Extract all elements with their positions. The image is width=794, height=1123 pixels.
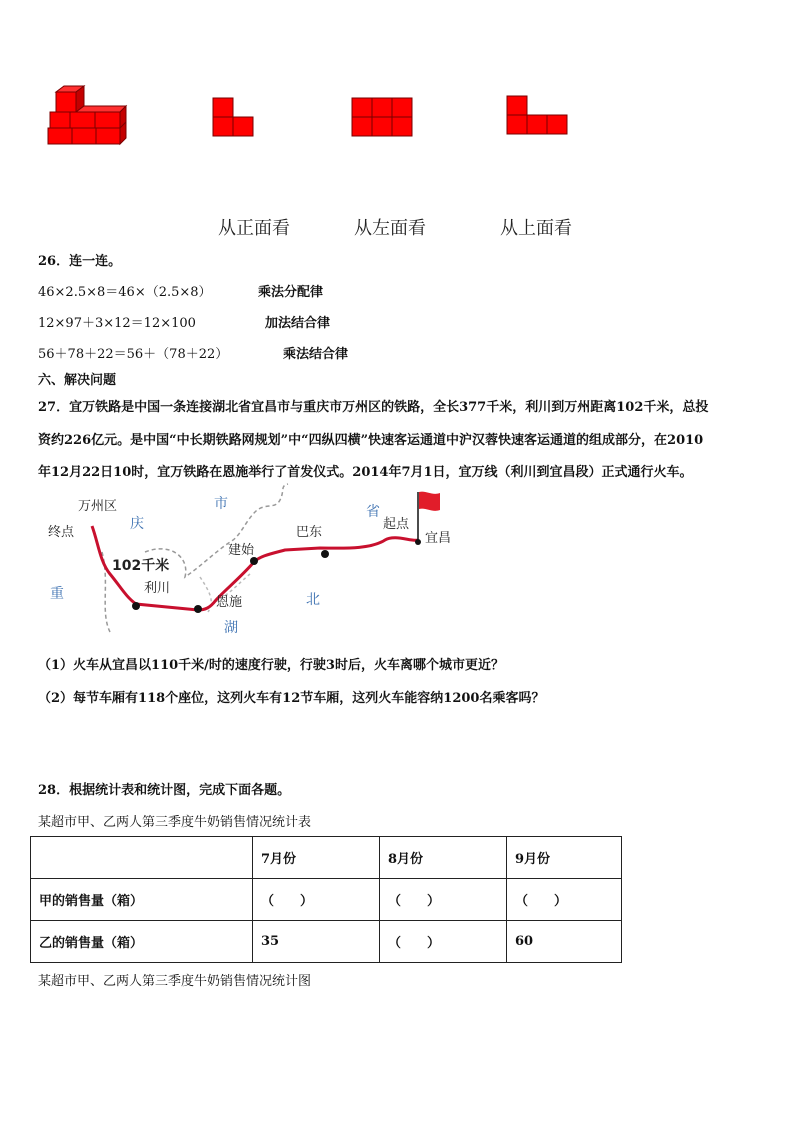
q26-law-2: 加法结合律 <box>265 316 331 331</box>
table-cell: （ ） <box>380 879 507 921</box>
q27-line-2: 资约226亿元。是中国“中长期铁路网规划”中“四纵四横”快速客运通道中沪汉蓉快速客运通道的组成部分，在2010 <box>38 433 704 448</box>
station-badong <box>321 550 329 558</box>
front-view-figure <box>212 97 256 139</box>
q26-law-3: 乘法结合律 <box>283 347 349 362</box>
q27-line-1: 27．宜万铁路是中国一条连接湖北省宜昌市与重庆市万州区的铁路，全长377千米，利川到万州距离102千米，总投 <box>38 400 709 415</box>
cube-solid-figure <box>44 84 128 146</box>
left-view-figure <box>351 97 413 139</box>
station-lichuan <box>132 602 140 610</box>
table-cell: （ ） <box>380 921 507 963</box>
table-header-cell: 8月份 <box>380 837 507 879</box>
table-cell: （ ） <box>253 879 380 921</box>
map-label-chong-qing: 庆 <box>130 516 144 532</box>
table-caption: 某超市甲、乙两人第三季度牛奶销售情况统计表 <box>38 815 312 830</box>
front-view-label: 从正面看 <box>218 218 290 239</box>
table-cell: 60 <box>507 921 622 963</box>
table-header-cell: 7月份 <box>253 837 380 879</box>
map-label-wanzhou: 万州区 <box>78 499 118 514</box>
q26-law-1: 乘法分配律 <box>258 285 324 300</box>
top-view-figure <box>506 95 570 137</box>
map-label-zhong: 重 <box>50 586 64 602</box>
sales-table <box>30 836 622 963</box>
q27-sub-2: （2）每节车厢有118个座位，这列火车有12节车厢，这列火车能容纳1200名乘客吗？ <box>38 691 545 706</box>
q26-equation-3: 56＋78＋22＝56＋（78＋22） <box>38 347 229 362</box>
map-label-yichang: 宜昌 <box>425 531 452 546</box>
q26-title: 26．连一连。 <box>38 254 122 269</box>
table-header-cell <box>31 837 253 879</box>
table-cell: 35 <box>253 921 380 963</box>
map-label-lichuan: 利川 <box>144 581 171 596</box>
table-header-row <box>31 837 622 879</box>
table-row <box>31 921 622 963</box>
table-cell: 甲的销售量（箱） <box>31 879 253 921</box>
map-label-end: 终点 <box>48 525 75 540</box>
map-label-bei: 北 <box>306 592 320 608</box>
map-label-badong: 巴东 <box>296 525 323 540</box>
map-label-start: 起点 <box>383 517 410 532</box>
table-row <box>31 879 622 921</box>
station-enshi <box>194 605 202 613</box>
table-cell: （ ） <box>507 879 622 921</box>
top-view-label: 从上面看 <box>500 218 572 239</box>
table-cell: 乙的销售量（箱） <box>31 921 253 963</box>
q26-equation-2: 12×97＋3×12＝12×100 <box>38 316 196 331</box>
section-6-heading: 六、解决问题 <box>38 373 117 388</box>
flag-icon <box>419 492 440 511</box>
q28-title: 28．根据统计表和统计图，完成下面各题。 <box>38 783 291 798</box>
map-label-distance: 102千米 <box>112 558 170 574</box>
q27-line-3: 年12月22日10时，宜万铁路在恩施举行了首发仪式。2014年7月1日，宜万线（利川到宜昌段）正式通行火车。 <box>38 465 693 480</box>
map-label-sheng: 省 <box>366 504 380 520</box>
map-label-jianshi: 建始 <box>228 543 255 558</box>
station-jianshi <box>250 557 258 565</box>
chart-caption: 某超市甲、乙两人第三季度牛奶销售情况统计图 <box>38 974 312 989</box>
map-label-shi: 市 <box>214 496 228 512</box>
map-label-hu: 湖 <box>224 620 238 636</box>
q27-sub-1: （1）火车从宜昌以110千米/时的速度行驶，行驶3时后，火车离哪个城市更近？ <box>38 658 504 673</box>
q26-equation-1: 46×2.5×8＝46×（2.5×8） <box>38 285 212 300</box>
map-label-enshi: 恩施 <box>216 595 243 610</box>
railway-map <box>40 482 460 642</box>
table-header-cell: 9月份 <box>507 837 622 879</box>
left-view-label: 从左面看 <box>354 218 426 239</box>
